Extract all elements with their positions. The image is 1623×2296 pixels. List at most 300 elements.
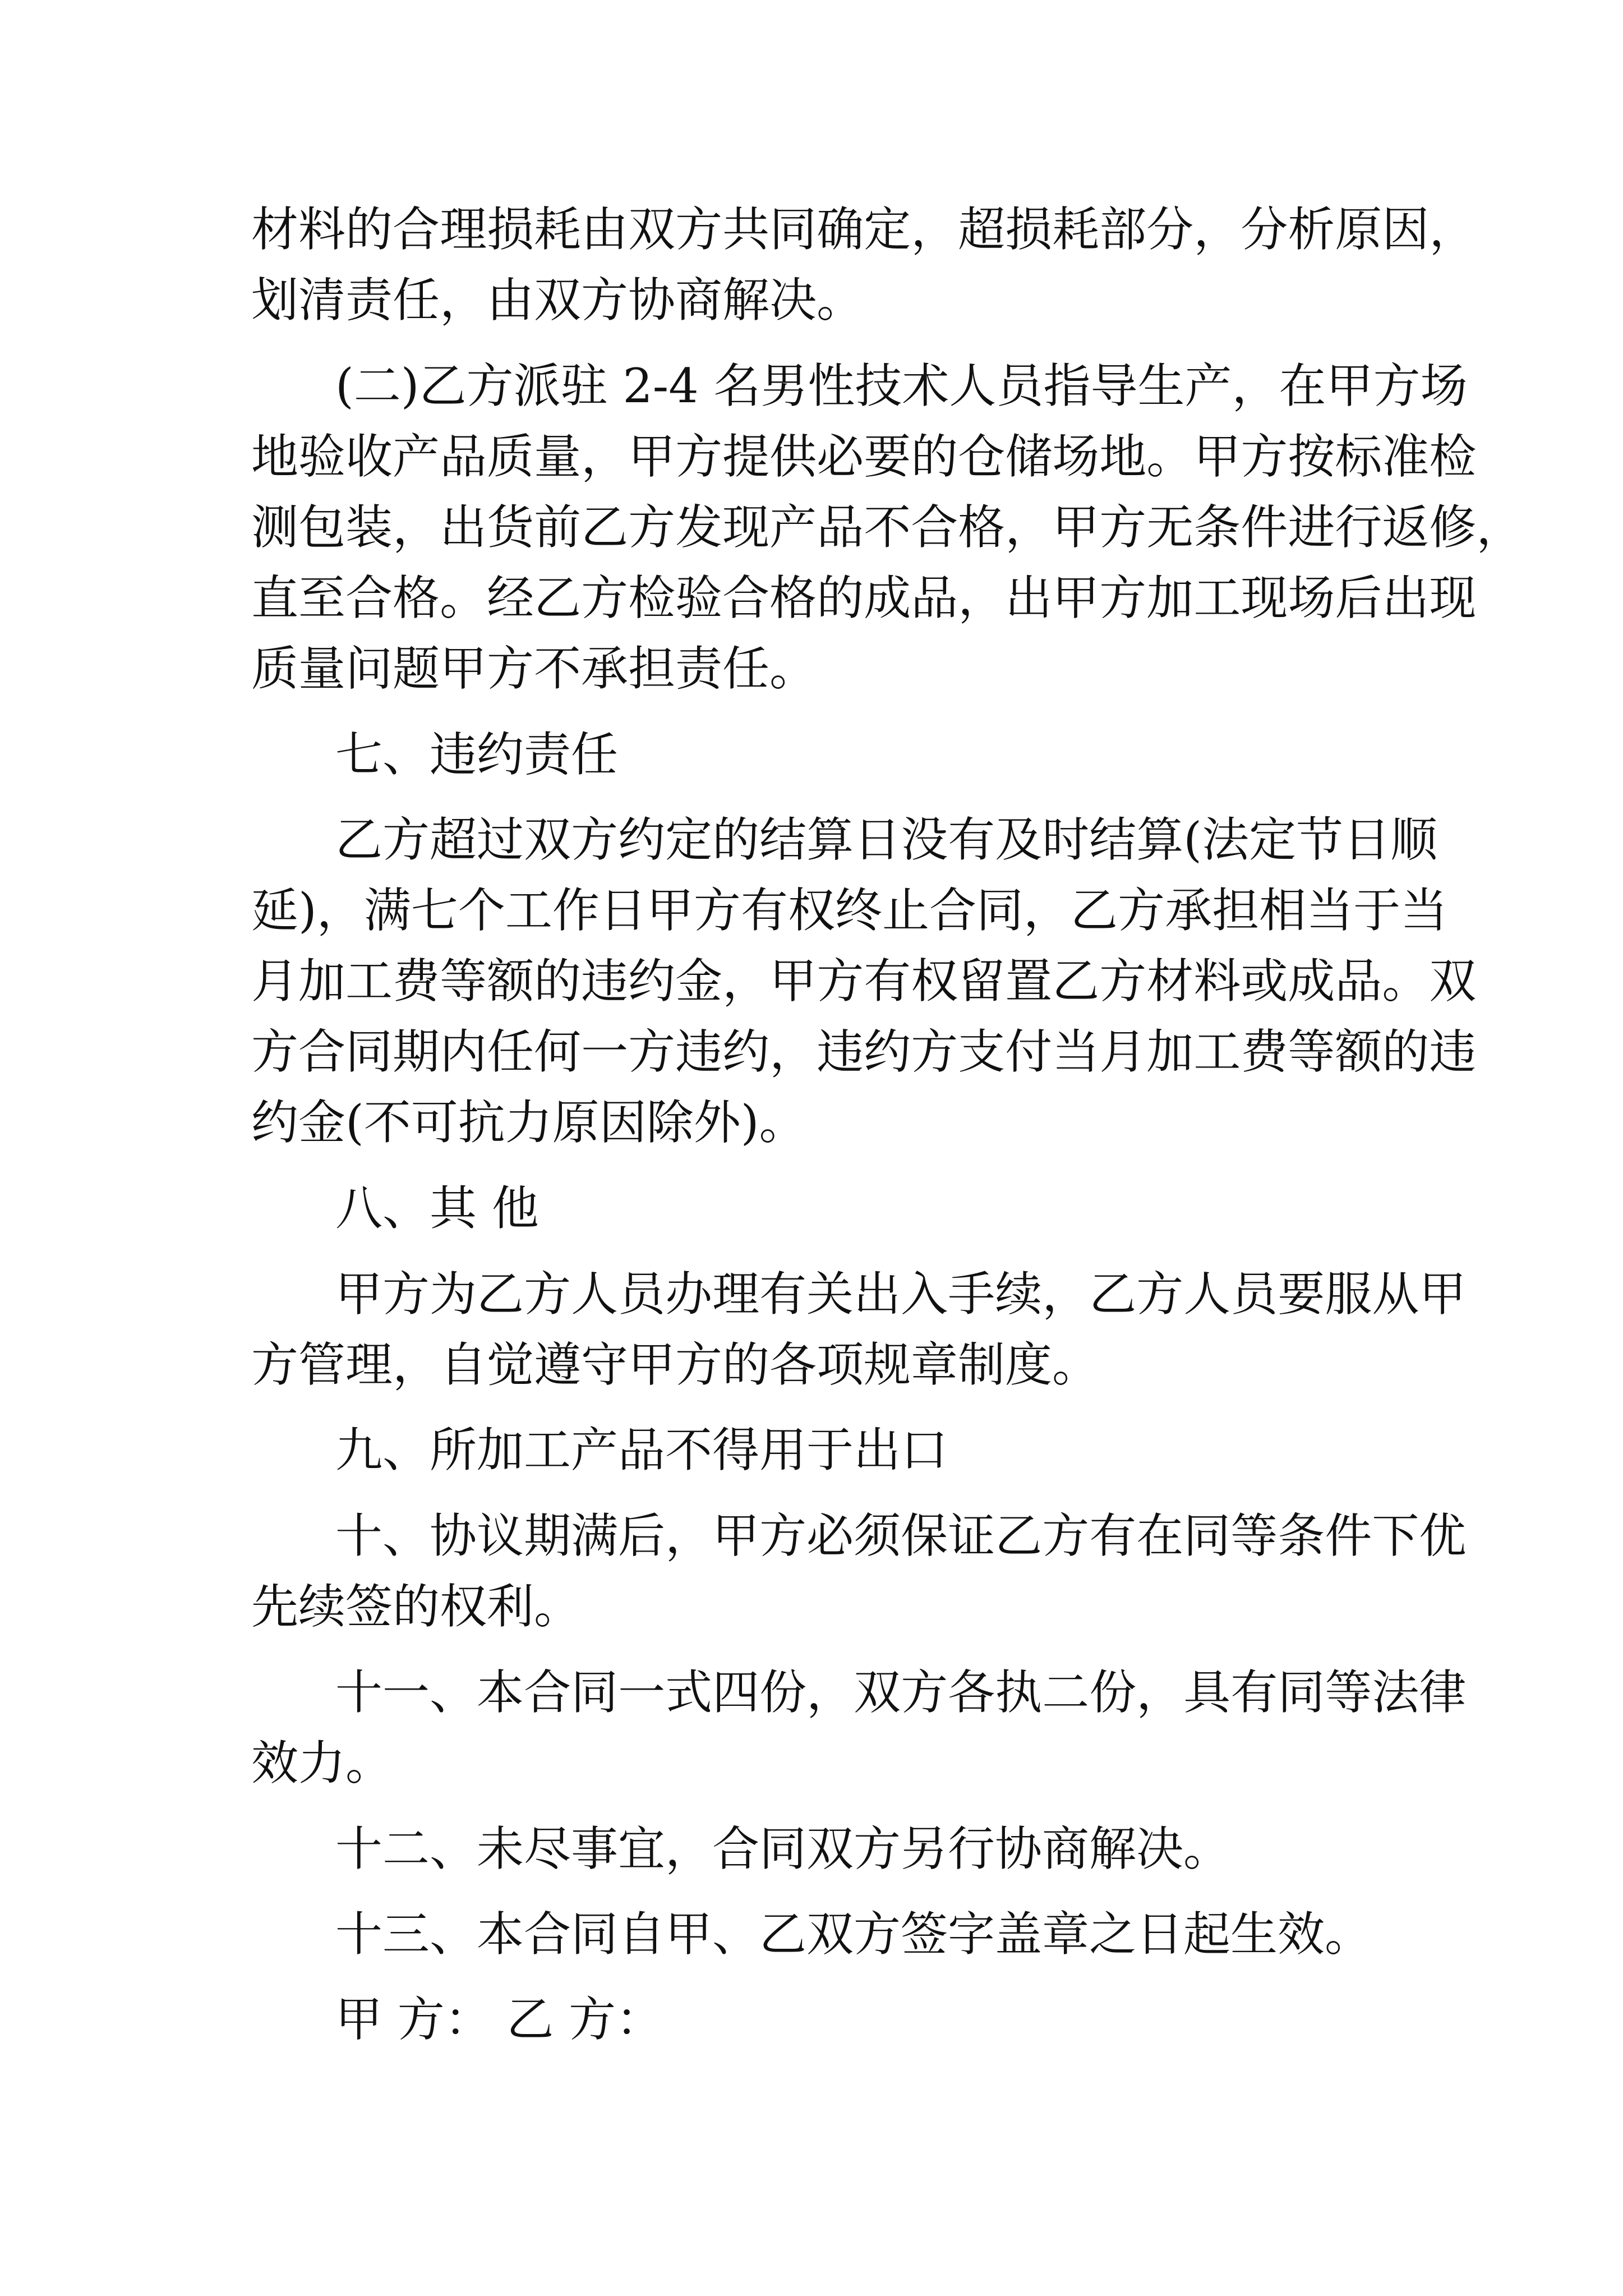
text-character: 双	[854, 1665, 901, 1720]
text-character: 乙	[581, 500, 629, 555]
text-character: ，	[1476, 500, 1524, 555]
text-character: 乙	[335, 812, 383, 867]
text-character: 二	[353, 358, 401, 413]
text-character: 由	[581, 202, 629, 257]
text-character: 供	[769, 429, 817, 484]
text-character: 各	[948, 1665, 995, 1720]
text-character: 方	[1373, 358, 1421, 413]
text-character: 算	[1136, 812, 1184, 867]
text-character: 直	[251, 570, 299, 625]
text-character: 具	[1183, 1665, 1231, 1720]
text-character: 。	[1146, 429, 1194, 484]
text-character: ，	[393, 500, 440, 555]
text-character: 入	[901, 1267, 948, 1322]
text-character: 方	[901, 1665, 948, 1720]
text-character: ，	[958, 570, 1006, 625]
text-character: 二	[1042, 1665, 1090, 1720]
text-character: 过	[477, 812, 524, 867]
text-character: 乙	[534, 570, 582, 625]
text-character: 甲	[628, 429, 676, 484]
text-character: 乙	[1052, 954, 1100, 1009]
text-character: 前	[534, 500, 582, 555]
text-character: 合	[929, 883, 977, 938]
text-character: 同	[769, 202, 817, 257]
text-character: 定	[1249, 812, 1297, 867]
text-character: 当	[1306, 883, 1354, 938]
text-character: 甲	[646, 883, 694, 938]
text-character: 没	[901, 812, 948, 867]
text-character: 场	[1052, 429, 1100, 484]
text-character	[608, 355, 623, 417]
text-line	[335, 355, 1468, 417]
text-character: 在	[1136, 1508, 1184, 1563]
text-character: 损	[487, 202, 534, 257]
text-character: 议	[477, 1508, 524, 1563]
text-character: 至	[298, 570, 346, 625]
text-character: 个	[458, 883, 505, 938]
text-character: 任	[487, 1024, 534, 1079]
text-character: ，	[1042, 1267, 1090, 1322]
text-character: 后	[618, 1508, 666, 1563]
text-character: 超	[430, 812, 477, 867]
text-character: 权	[911, 954, 958, 1009]
text-character: 方	[466, 358, 514, 413]
text-line	[335, 1662, 1467, 1723]
text-character: )	[400, 358, 419, 413]
text-character: 现	[722, 500, 770, 555]
text-character: 析	[1288, 202, 1335, 257]
text-character: 格	[769, 570, 817, 625]
text-character: 工	[1193, 570, 1241, 625]
text-character: 办	[665, 1267, 713, 1322]
text-character: 时	[1042, 812, 1090, 867]
text-character: 方	[1241, 429, 1288, 484]
text-character: 发	[675, 500, 723, 555]
text-line: 先续签的权利。	[251, 1579, 582, 1634]
text-character: 材	[1146, 954, 1194, 1009]
text-character: 同	[1278, 1665, 1325, 1720]
text-character: 品	[911, 570, 958, 625]
text-character: 为	[430, 1267, 477, 1322]
text-character: 储	[1005, 429, 1053, 484]
text-character: 期	[393, 1024, 440, 1079]
text-character: ，	[1136, 1665, 1184, 1720]
text-character: 一	[382, 1665, 430, 1720]
text-character: 何	[534, 1024, 582, 1079]
text-character: 乙	[1089, 1267, 1137, 1322]
text-character: 月	[251, 954, 299, 1009]
text-character: 甲	[1419, 1267, 1467, 1322]
text-character: 双	[628, 202, 676, 257]
text-character: 耗	[1052, 202, 1100, 257]
text-character: 作	[552, 883, 600, 938]
text-character: 方	[1042, 1508, 1090, 1563]
text-character: 违	[817, 1024, 864, 1079]
text-character: 理	[712, 1267, 760, 1322]
text-character: 方	[382, 812, 430, 867]
text-character: 方	[1099, 570, 1147, 625]
text-character: 及	[995, 812, 1043, 867]
text-character: ，	[911, 202, 958, 257]
text-character: 金	[675, 954, 723, 1009]
text-character: 置	[1005, 954, 1053, 1009]
text-character: 违	[1429, 1024, 1477, 1079]
text-character: 方	[759, 1508, 807, 1563]
text-character: 件	[1325, 1508, 1372, 1563]
text-character: 同	[976, 883, 1024, 938]
text-character: 准	[1382, 429, 1430, 484]
text-character: 件	[1241, 500, 1288, 555]
text-character: 损	[1005, 202, 1053, 257]
text-character: 费	[393, 954, 440, 1009]
text-character: 料	[1193, 954, 1241, 1009]
text-character: 约	[722, 1024, 770, 1079]
text-character: 现	[1241, 570, 1288, 625]
text-character: 必	[817, 429, 864, 484]
text-character: 方	[675, 429, 723, 484]
text-character: 产	[393, 429, 440, 484]
text-character: 同	[571, 1665, 619, 1720]
text-character: 验	[675, 570, 723, 625]
text-character: 质	[487, 429, 534, 484]
text-line	[251, 199, 1477, 260]
text-character: 场	[1420, 358, 1468, 413]
text-character: 格	[958, 500, 1006, 555]
text-character: 方	[1099, 954, 1147, 1009]
text-character: 同	[1183, 1508, 1231, 1563]
text-line	[251, 880, 1448, 941]
text-character: 当	[1052, 1024, 1100, 1079]
text-character: 进	[1288, 500, 1335, 555]
text-character: 测	[251, 500, 299, 555]
text-character: 性	[808, 358, 855, 413]
text-character: 验	[298, 429, 346, 484]
text-character: 证	[948, 1508, 995, 1563]
text-character: 有	[740, 883, 788, 938]
text-character: 方	[911, 1024, 958, 1079]
text-character: (	[1183, 812, 1202, 867]
text-character: 有	[864, 954, 911, 1009]
text-character: 产	[1184, 358, 1232, 413]
text-character: 留	[958, 954, 1006, 1009]
text-character: 手	[948, 1267, 995, 1322]
text-character: 共	[722, 202, 770, 257]
text-character: 因	[1382, 202, 1430, 257]
text-character: 术	[902, 358, 949, 413]
text-character: 理	[440, 202, 487, 257]
text-character: 地	[251, 429, 299, 484]
text-character: 男	[760, 358, 808, 413]
text-character: 顺	[1390, 812, 1438, 867]
text-character: 成	[1288, 954, 1335, 1009]
text-character	[699, 355, 714, 417]
text-character: 、	[382, 1508, 430, 1563]
text-character: 合	[298, 1024, 346, 1079]
text-character: 加	[1146, 570, 1194, 625]
text-character: 止	[882, 883, 929, 938]
section-heading: 九、所加工产品不得用于出口	[335, 1423, 948, 1478]
text-character: ，	[581, 429, 629, 484]
text-line: 质量问题甲方不承担责任。	[251, 641, 817, 696]
text-character: 七	[411, 883, 458, 938]
text-character: 员	[1230, 1267, 1278, 1322]
text-character: 方	[581, 570, 629, 625]
text-character: 的	[345, 202, 393, 257]
signature-line: 甲 方： 乙 方：	[335, 1992, 663, 2047]
text-character: 双	[1429, 954, 1477, 1009]
text-character: 量	[534, 429, 582, 484]
text-character: 分	[1241, 202, 1288, 257]
text-character: 派	[513, 358, 561, 413]
text-character: 员	[618, 1267, 666, 1322]
text-character: 条	[1193, 500, 1241, 555]
text-character: 2	[623, 358, 653, 413]
text-character: 要	[864, 429, 911, 484]
text-character: 修	[1429, 500, 1477, 555]
text-character: 的	[534, 954, 582, 1009]
text-character: 须	[854, 1508, 901, 1563]
text-character: 定	[665, 812, 713, 867]
text-character: 延	[251, 883, 299, 938]
text-character: 出	[1005, 570, 1053, 625]
text-character: 方	[524, 1267, 571, 1322]
text-character: 法	[1202, 812, 1249, 867]
text-character: 承	[1165, 883, 1212, 938]
text-character: 方	[675, 202, 723, 257]
text-character: 加	[298, 954, 346, 1009]
text-character: ，	[1005, 500, 1053, 555]
text-character: 甲	[1193, 429, 1241, 484]
text-character: 服	[1325, 1267, 1372, 1322]
text-character: ，	[806, 1665, 854, 1720]
text-character: 出	[1382, 570, 1430, 625]
text-character: 或	[1241, 954, 1288, 1009]
text-character: 方	[817, 954, 864, 1009]
text-character: ，	[1023, 883, 1071, 938]
text-character: ，	[769, 1024, 817, 1079]
text-character: 现	[1429, 570, 1477, 625]
text-character: 的	[712, 812, 760, 867]
text-character: 约	[864, 1024, 911, 1079]
text-character: 标	[1335, 429, 1382, 484]
text-character: 出	[854, 1267, 901, 1322]
text-character: 要	[1278, 1267, 1325, 1322]
text-character: 。	[1382, 954, 1430, 1009]
text-character: 工	[505, 883, 552, 938]
text-line: 约金(不可抗力原因除外)。	[251, 1095, 806, 1150]
text-character: 于	[1353, 883, 1401, 938]
text-character: 合	[524, 1665, 571, 1720]
text-character: 法	[1372, 1665, 1419, 1720]
text-character: 人	[571, 1267, 619, 1322]
text-character: ，	[665, 1508, 713, 1563]
text-character: 返	[1382, 500, 1430, 555]
text-character: 后	[1335, 570, 1382, 625]
text-character: 乙	[477, 1267, 524, 1322]
section-heading: 八、其 他	[335, 1181, 539, 1236]
text-character: 名	[713, 358, 761, 413]
text-character: 必	[806, 1508, 854, 1563]
text-character: 合	[393, 202, 440, 257]
text-character: 十	[335, 1665, 383, 1720]
text-line: 方管理，自觉遵守甲方的各项规章制度。	[251, 1337, 1100, 1392]
text-character: 额	[487, 954, 534, 1009]
section-heading: 十三、本合同自甲、乙双方签字盖章之日起生效。	[335, 1907, 1372, 1962]
text-character: 甲	[1326, 358, 1373, 413]
text-line	[335, 1263, 1467, 1325]
section-heading: 七、违约责任	[335, 727, 619, 782]
text-character: 方	[693, 883, 741, 938]
text-character: 在	[1279, 358, 1326, 413]
text-character: 等	[1325, 1665, 1372, 1720]
text-character: 方	[382, 1267, 430, 1322]
text-character: 相	[1259, 883, 1307, 938]
text-character: 额	[1335, 1024, 1382, 1079]
text-character: 装	[345, 500, 393, 555]
text-character: 的	[1382, 1024, 1430, 1079]
text-line: 划清责任，由双方协商解决。	[251, 273, 864, 328]
text-character: 约	[618, 812, 666, 867]
text-character: 格	[393, 570, 440, 625]
text-character: 分	[1146, 202, 1194, 257]
text-character: 等	[1288, 1024, 1335, 1079]
text-character: 当	[1400, 883, 1448, 938]
text-character: )	[298, 883, 317, 938]
text-character: 本	[477, 1665, 524, 1720]
text-character: 的	[911, 429, 958, 484]
text-character: 保	[901, 1508, 948, 1563]
text-character: 付	[1005, 1024, 1053, 1079]
text-character: 部	[1099, 202, 1147, 257]
text-character: 品	[1335, 954, 1382, 1009]
text-character: 方	[628, 1024, 676, 1079]
text-character: 从	[1372, 1267, 1419, 1322]
text-character: 包	[298, 500, 346, 555]
text-character: 权	[787, 883, 835, 938]
text-character: 不	[864, 500, 911, 555]
text-character: ，	[1193, 202, 1241, 257]
text-character: 合	[345, 570, 393, 625]
text-character: 关	[806, 1267, 854, 1322]
text-character: 日	[599, 883, 647, 938]
text-character: 日	[1343, 812, 1391, 867]
text-character: 加	[1146, 1024, 1194, 1079]
text-character: 优	[1419, 1508, 1467, 1563]
text-character: 四	[712, 1665, 760, 1720]
text-character: 确	[817, 202, 864, 257]
text-character: 料	[298, 202, 346, 257]
text-character: 约	[628, 954, 676, 1009]
text-character: 一	[581, 1024, 629, 1079]
text-character: 结	[1089, 812, 1137, 867]
text-character: 的	[817, 570, 864, 625]
text-character: 经	[487, 570, 534, 625]
text-character: 方	[571, 812, 619, 867]
text-line	[251, 1021, 1477, 1083]
text-character: 担	[1212, 883, 1260, 938]
text-character: 检	[628, 570, 676, 625]
text-character: 材	[251, 202, 299, 257]
text-line	[251, 950, 1477, 1012]
text-line	[251, 567, 1477, 629]
text-character: 乙	[995, 1508, 1043, 1563]
text-character: (	[335, 358, 354, 413]
text-character: 方	[1136, 1267, 1184, 1322]
text-line	[335, 1505, 1467, 1567]
text-character: 技	[855, 358, 902, 413]
text-character: 日	[854, 812, 901, 867]
text-line: 效力。	[251, 1736, 393, 1791]
text-line	[251, 496, 1524, 558]
text-character: 十	[335, 1508, 383, 1563]
text-character: 执	[995, 1665, 1043, 1720]
text-character: 人	[1183, 1267, 1231, 1322]
text-character: 份	[759, 1665, 807, 1720]
text-character: 违	[581, 954, 629, 1009]
text-character: 期	[524, 1508, 571, 1563]
text-character: -	[652, 358, 669, 413]
text-character: 按	[1288, 429, 1335, 484]
text-character: 方	[628, 500, 676, 555]
text-character: 方	[251, 1024, 299, 1079]
text-character: 终	[834, 883, 882, 938]
text-line	[251, 426, 1477, 487]
text-character: 超	[958, 202, 1006, 257]
text-character: 节	[1296, 812, 1344, 867]
text-character: 检	[1429, 429, 1477, 484]
text-character: 成	[864, 570, 911, 625]
text-character: 条	[1278, 1508, 1325, 1563]
text-character: 4	[668, 358, 699, 413]
text-character: 满	[571, 1508, 619, 1563]
text-character: 。	[440, 570, 487, 625]
text-character: 月	[1099, 1024, 1147, 1079]
text-character: 原	[1335, 202, 1382, 257]
text-character: 方	[1118, 883, 1165, 938]
text-character: 等	[440, 954, 487, 1009]
text-character: 甲	[1052, 570, 1100, 625]
text-character: 律	[1419, 1665, 1467, 1720]
text-character: 提	[722, 429, 770, 484]
text-character: 有	[759, 1267, 807, 1322]
text-character: 生	[1137, 358, 1185, 413]
text-character: 有	[1089, 1508, 1137, 1563]
text-character: 导	[1090, 358, 1138, 413]
text-character: 产	[769, 500, 817, 555]
text-character: 结	[759, 812, 807, 867]
text-character: 算	[806, 812, 854, 867]
text-character: 份	[1089, 1665, 1137, 1720]
text-character: 一	[618, 1665, 666, 1720]
text-character: 员	[996, 358, 1044, 413]
text-character: 驻	[560, 358, 608, 413]
text-character: 协	[430, 1508, 477, 1563]
text-character: 耗	[534, 202, 582, 257]
text-character: 有	[948, 812, 995, 867]
text-character: ，	[1429, 202, 1477, 257]
text-character: 甲	[769, 954, 817, 1009]
text-character: 合	[722, 570, 770, 625]
text-character: 行	[1335, 500, 1382, 555]
text-character: 等	[1230, 1508, 1278, 1563]
text-character: 地	[1099, 429, 1147, 484]
text-character: 乙	[419, 358, 467, 413]
text-character: 出	[440, 500, 487, 555]
text-character: ，	[1232, 358, 1279, 413]
text-character: 甲	[712, 1508, 760, 1563]
text-character: 、	[430, 1665, 477, 1720]
text-character: 支	[958, 1024, 1006, 1079]
